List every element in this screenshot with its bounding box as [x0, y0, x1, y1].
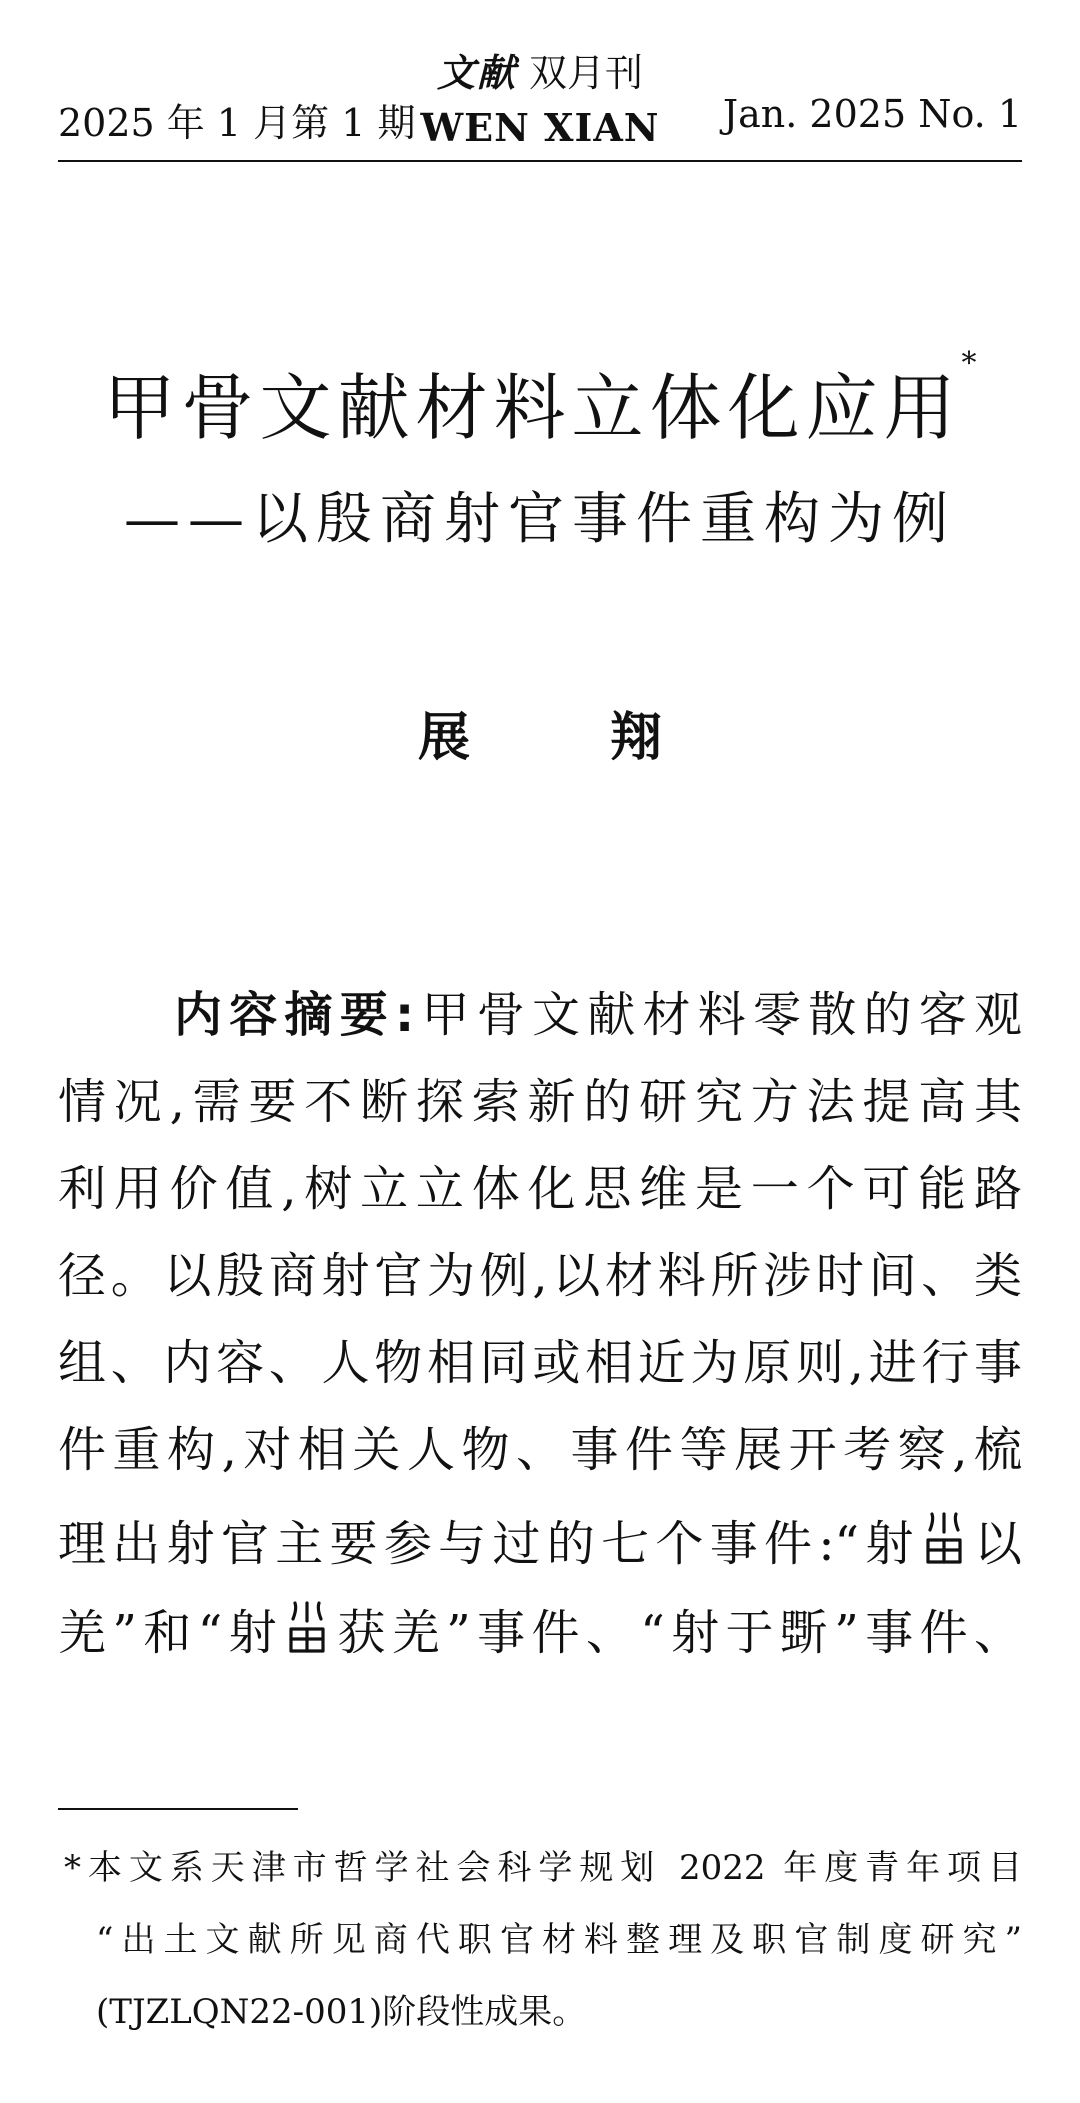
article-title: [0, 346, 1080, 454]
abstract-text: 甲骨文献材料零散的客观: [414, 987, 1022, 1043]
oracle-bone-glyph-icon: [920, 1512, 968, 1568]
issue-date-en: Jan. 2025 No. 1: [722, 92, 1022, 136]
footnote-text-1: 本文系天津市哲学社会科学规划 2022 年度青年项目: [81, 1848, 1022, 1888]
abstract-line-3: 利用价值,树立立体化思维是一个可能路: [58, 1161, 1022, 1217]
header-rule: [58, 160, 1022, 162]
journal-name-en: WEN XIAN: [420, 105, 660, 150]
abstract-line-6: 件重构,对相关人物、事件等展开考察,梳: [58, 1422, 1022, 1478]
abstract-line-5: 组、内容、人物相同或相近为原则,进行事: [58, 1335, 1022, 1391]
abstract-line-2: 情况,需要不断探索新的研究方法提高其: [58, 1074, 1022, 1130]
issue-date-cn: 2025 年 1 月第 1 期: [58, 101, 416, 145]
abstract-line-7: [58, 1512, 1022, 1574]
journal-frequency: 双月刊: [529, 51, 644, 95]
footnote-line-1: [64, 1846, 1022, 1890]
footnote-line-2: “出土文献所见商代职官材料整理及职官制度研究”: [96, 1920, 1022, 1960]
footnote-rule: [58, 1808, 298, 1810]
abstract-text-8a: 羌”和“射: [58, 1605, 283, 1661]
article-title-text: 甲骨文献材料立体化应用: [103, 366, 962, 450]
journal-title-cn: [0, 42, 1080, 97]
oracle-bone-glyph-icon: [283, 1601, 331, 1657]
abstract-line-1: [174, 985, 1022, 1045]
abstract-text-7a: 理出射官主要参与过的七个事件:“射: [58, 1516, 920, 1572]
abstract-text-8b: 获羌”事件、“射于斲”事件、: [331, 1605, 1022, 1661]
title-footnote-mark: *: [961, 346, 977, 381]
footnote-line-3: (TJZLQN22-001)阶段性成果。: [96, 1992, 587, 2032]
abstract-line-4: 径。以殷商射官为例,以材料所涉时间、类: [58, 1248, 1022, 1304]
abstract-text-7b: 以: [967, 1516, 1022, 1572]
abstract-label: 内容摘要:: [174, 987, 415, 1043]
abstract-line-8: [58, 1601, 1022, 1663]
footnote-mark: *: [64, 1848, 81, 1888]
author-name: 展翔: [417, 707, 802, 768]
article-subtitle: ——以殷商射官事件重构为例: [124, 487, 956, 552]
journal-name-cn: 文献: [436, 50, 517, 95]
